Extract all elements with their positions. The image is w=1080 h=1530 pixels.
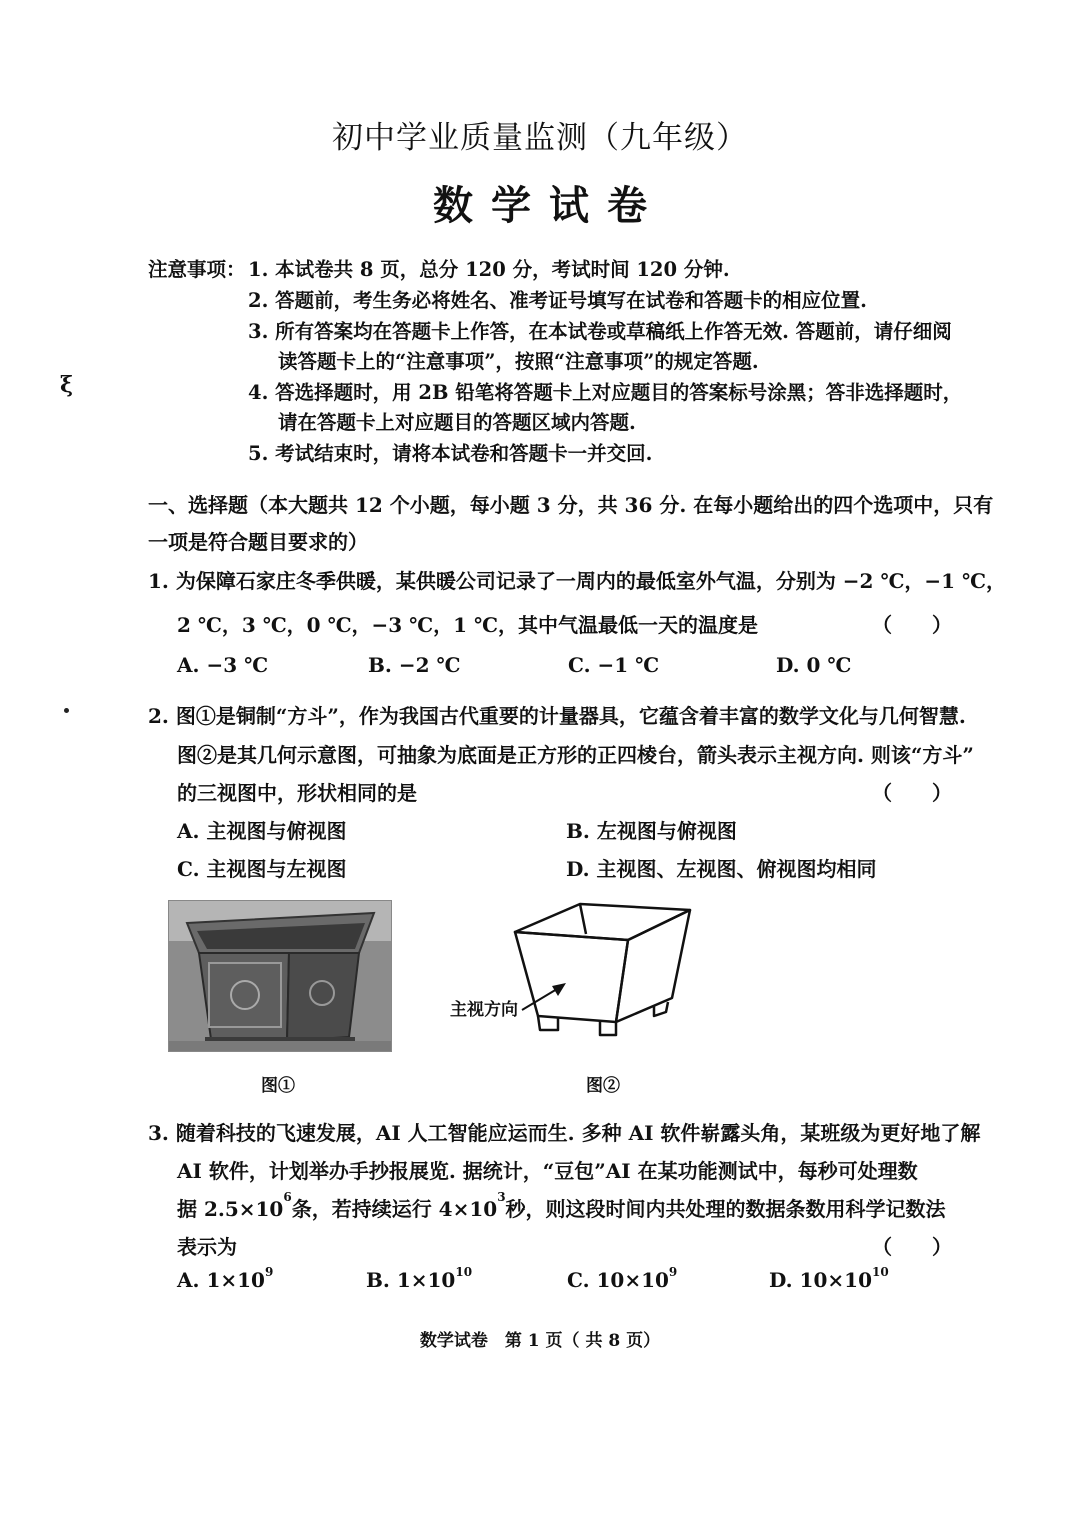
notice-label: 注意事项：	[148, 258, 246, 281]
q3-stem-line1: 3. 随着科技的飞速发展，AI 人工智能应运而生. 多种 AI 软件崭露头角，某班级为更好地了解	[148, 1121, 981, 1145]
q3-stem-line2: AI 软件，计划举办手抄报展览. 据统计，“豆包”AI 在某功能测试中，每秒可处理数	[177, 1159, 918, 1183]
q2-answer-paren: （ ）	[872, 781, 952, 805]
fangdou-photo	[168, 900, 392, 1052]
q3-option-a: A. $1\times 10^9$	[177, 1265, 274, 1292]
section1-heading: 一、选择题（本大题共 12 个小题，每小题 3 分，共 36 分. 在每小题给出的四个选项中，只有	[148, 493, 994, 517]
q3-option-b: B. $1\times 10^{10}$	[366, 1265, 473, 1292]
q1-option-c: C. −1 ℃	[568, 653, 660, 677]
notice-item-3-cont: 读答题卡上的“注意事项”，按照“注意事项”的规定答题.	[278, 350, 759, 373]
q3-option-d: D. $10\times 10^{10}$	[769, 1265, 889, 1292]
view-direction-label: 主视方向	[450, 1000, 518, 1020]
figure1-caption: 图①	[261, 1076, 295, 1096]
q1-option-a: A. −3 ℃	[177, 653, 269, 677]
q3-answer-paren: （ ）	[872, 1235, 952, 1259]
exam-subtitle: 初中学业质量监测（九年级）	[332, 120, 748, 156]
fangdou-photo-illustration	[169, 901, 391, 1051]
notice-item-5: 5. 考试结束时，请将本试卷和答题卡一并交回.	[248, 442, 653, 465]
q1-option-d: D. 0 ℃	[776, 653, 852, 677]
q3-stem-line3: 据 $2.5\times 10^6$条，若持续运行 $4\times 10^3$秒，则这段时间内共处理的数据条数用科学记数法	[177, 1190, 946, 1221]
section1-heading-cont: 一项是符合题目要求的）	[148, 530, 368, 554]
q1-answer-paren: （ ）	[872, 613, 952, 637]
notice-item-1: 1. 本试卷共 8 页，总分 120 分，考试时间 120 分钟.	[248, 258, 730, 281]
q2-stem-line1: 2. 图①是铜制“方斗”，作为我国古代重要的计量器具，它蕴含着丰富的数学文化与几何智慧.	[148, 704, 966, 728]
frustum-diagram	[440, 890, 720, 1050]
margin-mark: ξ	[60, 372, 74, 398]
notice-item-3: 3. 所有答案均在答题卡上作答，在本试卷或草稿纸上作答无效. 答题前，请仔细阅	[248, 320, 952, 343]
margin-dot	[64, 708, 69, 713]
q2-option-d: D. 主视图、左视图、俯视图均相同	[566, 857, 877, 881]
notice-item-2: 2. 答题前，考生务必将姓名、准考证号填写在试卷和答题卡的相应位置.	[248, 289, 867, 312]
q2-option-c: C. 主视图与左视图	[177, 857, 347, 881]
q3-option-c: C. $10\times 10^9$	[567, 1265, 678, 1292]
q2-stem-line2: 图②是其几何示意图，可抽象为底面是正方形的正四棱台，箭头表示主视方向. 则该“方斗”	[177, 743, 974, 767]
q1-stem-line1: 1. 为保障石家庄冬季供暖，某供暖公司记录了一周内的最低室外气温，分别为 −2 ℃，−1 ℃，	[148, 569, 1007, 593]
exam-title: 数学试卷	[433, 182, 665, 229]
q2-stem-line3: 的三视图中，形状相同的是	[177, 781, 417, 805]
notice-item-4-cont: 请在答题卡上对应题目的答题区域内答题.	[278, 411, 636, 434]
q1-option-b: B. −2 ℃	[368, 653, 461, 677]
notice-item-4: 4. 答选择题时，用 2B 铅笔将答题卡上对应题目的答案标号涂黑；答非选择题时，	[248, 381, 963, 404]
q2-option-b: B. 左视图与俯视图	[566, 819, 737, 843]
q1-stem-line2: 2 ℃，3 ℃，0 ℃，−3 ℃，1 ℃，其中气温最低一天的温度是	[177, 613, 758, 637]
q3-stem-line4: 表示为	[177, 1235, 237, 1259]
q2-option-a: A. 主视图与俯视图	[177, 819, 347, 843]
page-footer: 数学试卷 第 1 页（ 共 8 页）	[419, 1331, 661, 1351]
figure2-caption: 图②	[586, 1076, 620, 1096]
